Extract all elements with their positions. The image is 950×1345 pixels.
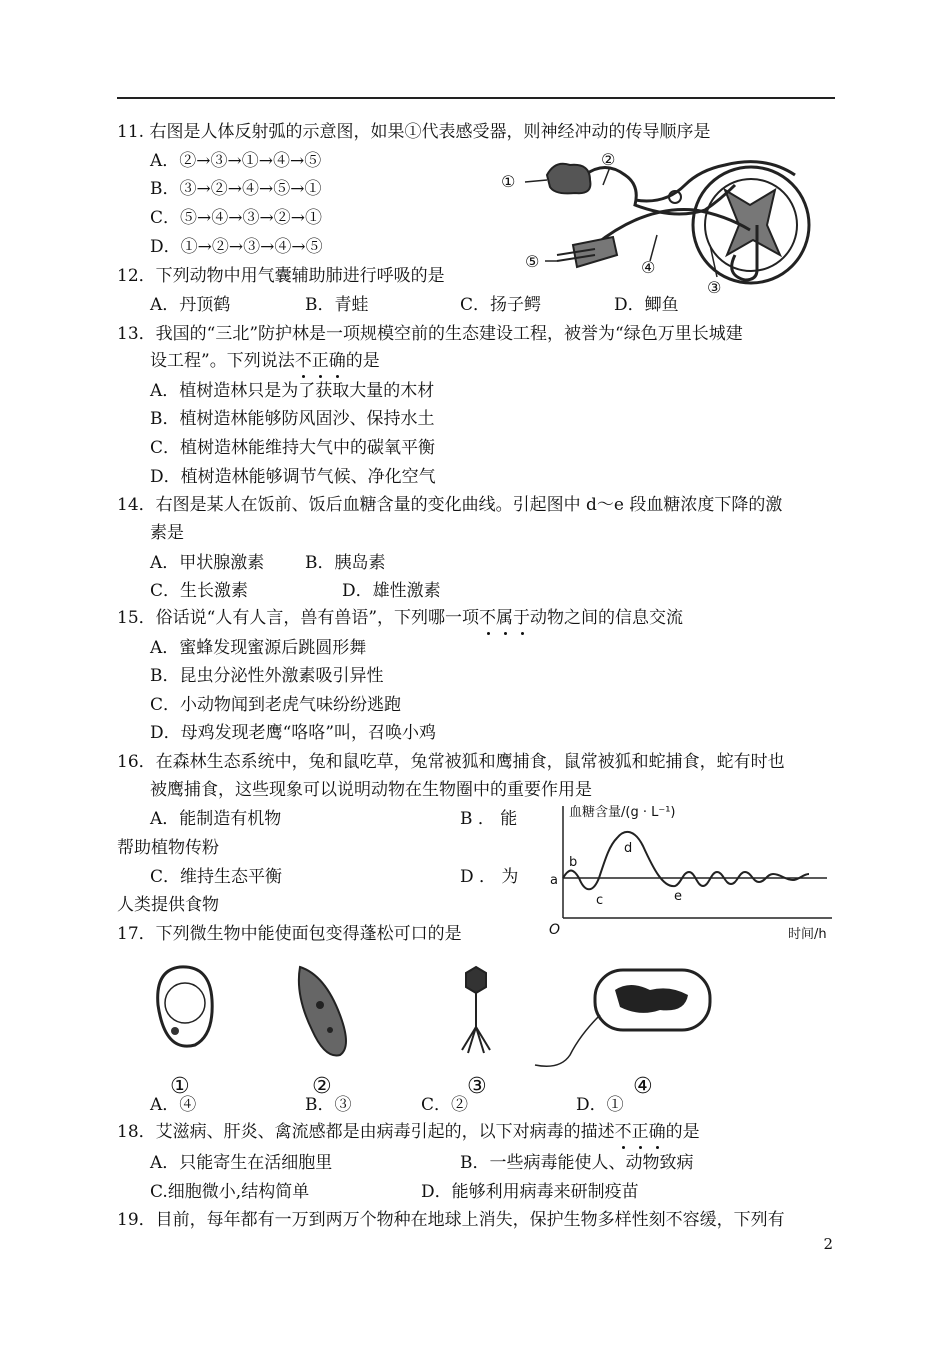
q14-option-b: B．胰岛素 (305, 553, 386, 573)
q11-option-b: B．③→②→④→⑤→① (150, 179, 322, 199)
chart-label-d: d (624, 841, 633, 856)
q14-option-c: C．生长激素 (150, 581, 249, 601)
emphasis-char: 确 (328, 351, 346, 371)
emphasis-char: 确 (648, 1122, 666, 1142)
q13-emphasis (295, 351, 346, 371)
q12-option-b: B．青蛙 (305, 295, 369, 315)
emphasis-char: 不 (294, 351, 312, 371)
q14-option-d: D．雄性激素 (342, 581, 441, 601)
page-number: 2 (823, 1235, 833, 1253)
microbe-label-1: ① (170, 1074, 190, 1099)
q11-option-d: D．①→②→③→④→⑤ (150, 237, 323, 257)
q16-stem-line1: 16．在森林生态系统中，兔和鼠吃草，兔常被狐和鹰捕食，鼠常被狐和蛇捕食，蛇有时也 (117, 752, 785, 772)
chart-xlabel: 时间/h (788, 927, 827, 942)
q14-stem-line1: 14．右图是某人在饭前、饭后血糖含量的变化曲线。引起图中 d～e 段血糖浓度下降的激 (117, 495, 783, 515)
q12-option-d: D．鲫鱼 (614, 295, 679, 315)
q15-emphasis (479, 608, 530, 628)
q17-option-c: C．② (421, 1095, 469, 1115)
reflex-label-3: ③ (707, 278, 722, 297)
q11-option-a: A．②→③→①→④→⑤ (150, 151, 322, 171)
q14-option-a: A．甲状腺激素 (150, 553, 265, 573)
q15-stem (117, 607, 683, 629)
q13-stem-post: 的是 (345, 351, 380, 371)
q11-stem: 11. 右图是人体反射弧的示意图，如果①代表感受器，则神经冲动的传导顺序是 (117, 122, 711, 142)
q16-option-a: A．能制造有机物 (150, 809, 282, 829)
reflex-label-2: ② (601, 150, 616, 169)
header-rule (117, 97, 835, 99)
q13-stem-line1: 13．我国的“三北”防护林是一项规模空前的生态建设工程，被誉为“绿色万里长城建 (117, 324, 743, 344)
q16-option-d-part2: 人类提供食物 (117, 895, 219, 915)
q16-option-b-part1: B ． 能 (460, 809, 518, 829)
q15-stem-pre: 15．俗话说“人有人言，兽有兽语”，下列哪一项 (117, 608, 480, 628)
blood-sugar-chart (545, 798, 840, 946)
q13-option-a: A．植树造林只是为了获取大量的木材 (150, 381, 435, 401)
emphasis-char: 正 (631, 1122, 649, 1142)
protozoa-image (299, 967, 346, 1055)
q15-option-a: A．蜜蜂发现蜜源后跳圆形舞 (150, 638, 367, 658)
q13-stem-pre: 设工程”。下列说法 (150, 351, 295, 371)
q15-option-b: B．昆虫分泌性外激素吸引异性 (150, 666, 384, 686)
q12-stem: 12．下列动物中用气囊辅助肺进行呼吸的是 (117, 266, 445, 286)
q18-stem-post: 的是 (665, 1122, 700, 1142)
microbe-figure (140, 955, 730, 1100)
chart-label-a: a (550, 873, 558, 888)
chart-label-c: c (596, 893, 604, 908)
q17-stem: 17．下列微生物中能使面包变得蓬松可口的是 (117, 924, 462, 944)
emphasis-char: 正 (311, 351, 329, 371)
q16-option-d-part1: D ． 为 (460, 867, 519, 887)
q11-option-c: C．⑤→④→③→②→① (150, 208, 322, 228)
microbe-label-3: ③ (467, 1074, 487, 1099)
bacterium-image (535, 970, 710, 1066)
q18-option-b: B．一些病毒能使人、动物致病 (460, 1153, 694, 1173)
q16-option-c: C．维持生态平衡 (150, 867, 283, 887)
q14-stem-line2: 素是 (150, 523, 184, 543)
chart-label-e: e (674, 889, 682, 904)
q12-option-a: A．丹顶鹤 (150, 295, 231, 315)
q18-option-d: D．能够利用病毒来研制疫苗 (421, 1182, 639, 1202)
q19-stem: 19．目前，每年都有一万到两万个物种在地球上消失，保护生物多样性刻不容缓，下列有 (117, 1210, 785, 1230)
yeast-cell-image (158, 967, 213, 1046)
q18-stem (117, 1121, 700, 1143)
q18-stem-pre: 18．艾滋病、肝炎、禽流感都是由病毒引起的，以下对病毒的描述 (117, 1122, 615, 1142)
q13-stem-line2 (150, 350, 380, 372)
q18-option-a: A．只能寄生在活细胞里 (150, 1153, 333, 1173)
q17-option-a: A．④ (150, 1095, 197, 1115)
virus-image (462, 967, 490, 1053)
emphasis-char: 属 (496, 608, 514, 628)
q17-option-d: D．① (576, 1095, 624, 1115)
q16-option-b-part2: 帮助植物传粉 (117, 838, 219, 858)
microbe-label-4: ④ (633, 1074, 653, 1099)
emphasis-char: 不 (479, 608, 497, 628)
chart-ylabel: 血糖含量/(g · L⁻¹) (569, 805, 676, 820)
chart-origin: O (549, 922, 561, 938)
reflex-label-5: ⑤ (525, 252, 540, 271)
q17-option-b: B．③ (305, 1095, 352, 1115)
q15-option-c: C．小动物闻到老虎气味纷纷逃跑 (150, 695, 402, 715)
q13-option-b: B．植树造林能够防风固沙、保持水土 (150, 409, 435, 429)
q15-stem-post: 动物之间的信息交流 (530, 608, 684, 628)
chart-series-line (563, 832, 809, 889)
q12-option-c: C．扬子鳄 (460, 295, 542, 315)
emphasis-char: 不 (614, 1122, 632, 1142)
q13-option-c: C．植树造林能维持大气中的碳氧平衡 (150, 438, 436, 458)
reflex-arc-figure (495, 145, 815, 300)
q13-option-d: D．植树造林能够调节气候、净化空气 (150, 467, 436, 487)
emphasis-char: 于 (513, 608, 531, 628)
q15-option-d: D．母鸡发现老鹰“咯咯”叫，召唤小鸡 (150, 723, 437, 743)
q16-stem-line2: 被鹰捕食，这些现象可以说明动物在生物圈中的重要作用是 (150, 780, 592, 800)
reflex-label-1: ① (501, 172, 516, 191)
chart-label-b: b (569, 855, 578, 870)
q18-option-c: C.细胞微小,结构简单 (150, 1182, 310, 1202)
reflex-label-4: ④ (641, 258, 656, 277)
q18-emphasis (615, 1122, 666, 1142)
microbe-label-2: ② (312, 1074, 332, 1099)
